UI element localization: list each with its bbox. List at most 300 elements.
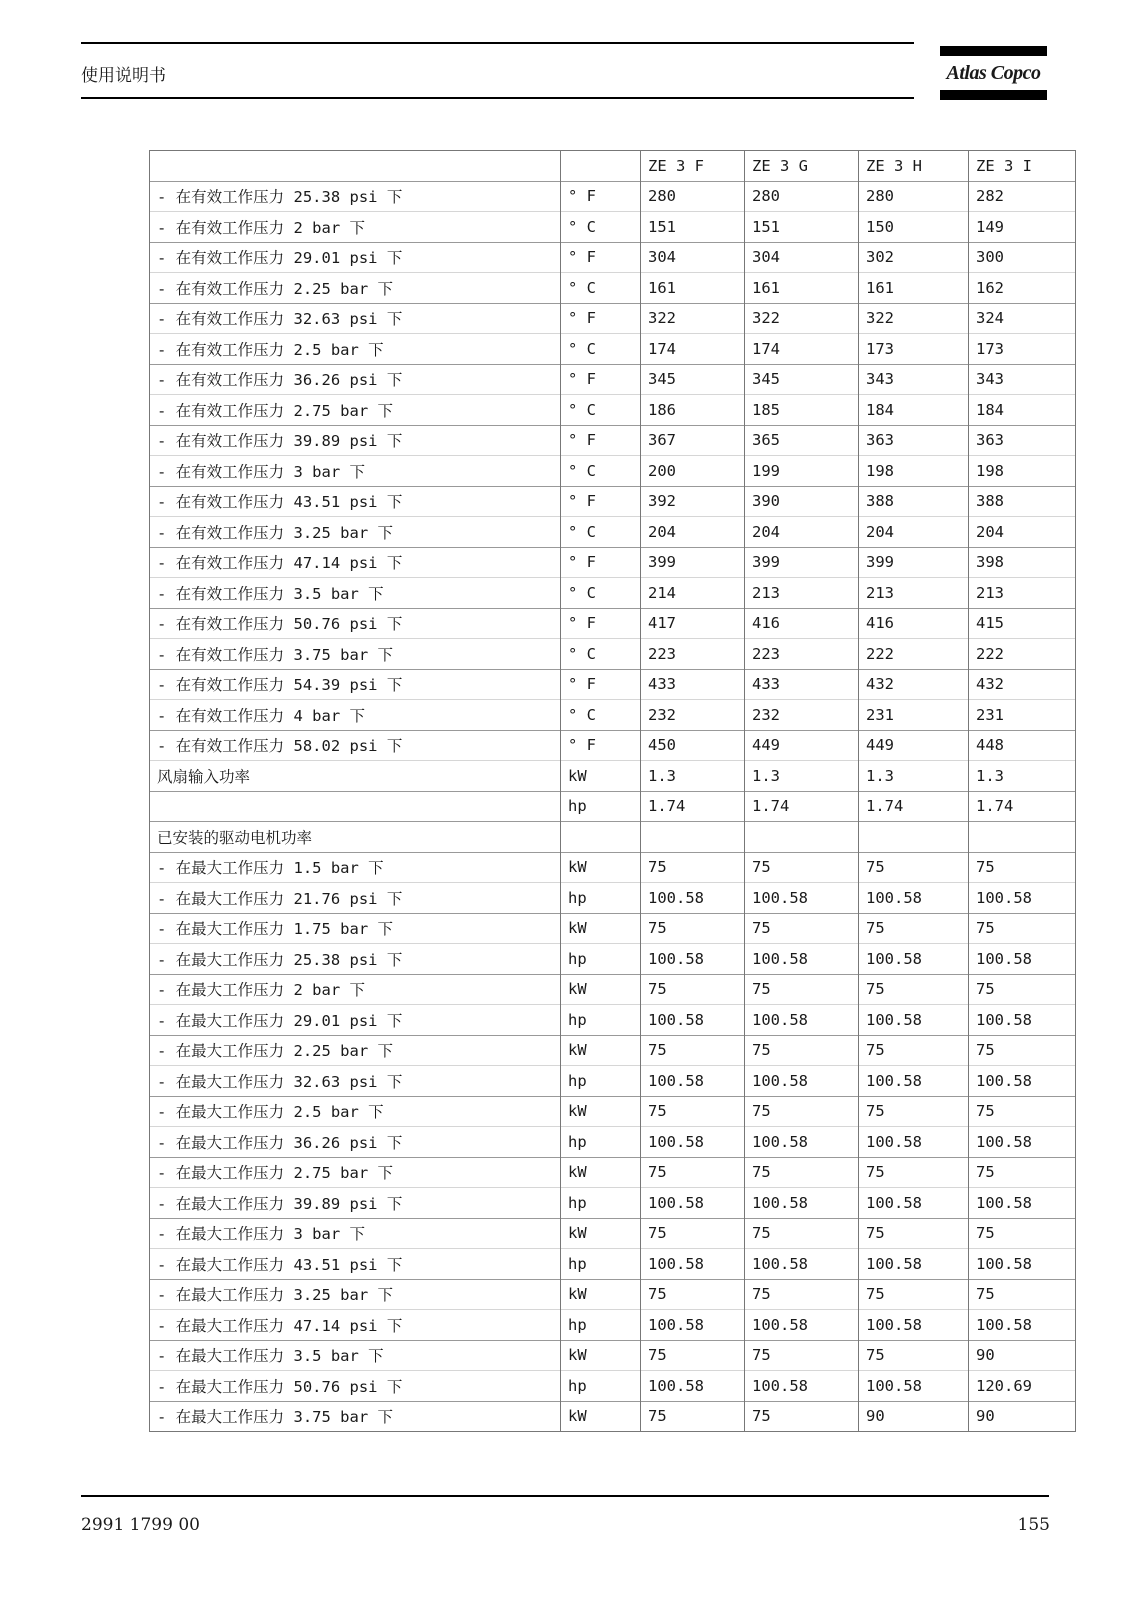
row-label: - 在最大工作压力 29.01 psi 下 [150, 1005, 561, 1036]
table-row [150, 669, 1076, 700]
value-cell-ze3h: 322 [859, 303, 969, 334]
value-cell-ze3h: 100.58 [859, 1249, 969, 1280]
value-cell-ze3f: 1.3 [641, 761, 745, 792]
value-cell-ze3i: 90 [969, 1340, 1076, 1371]
value-cell-ze3h: 100.58 [859, 883, 969, 914]
value-cell-ze3f: 75 [641, 1218, 745, 1249]
row-label: - 在有效工作压力 2.25 bar 下 [150, 273, 561, 304]
value-cell-ze3h: 363 [859, 425, 969, 456]
value-cell-ze3i: 204 [969, 517, 1076, 548]
value-cell-ze3f [641, 822, 745, 853]
table-row [150, 425, 1076, 456]
value-cell-ze3g: 75 [745, 1279, 859, 1310]
value-cell-ze3g: 100.58 [745, 1371, 859, 1402]
value-cell-ze3f: 100.58 [641, 944, 745, 975]
value-cell-ze3h: 100.58 [859, 1127, 969, 1158]
value-cell-ze3h: 75 [859, 974, 969, 1005]
table-row [150, 1035, 1076, 1066]
spec-table [149, 150, 1076, 1432]
row-unit: ° C [561, 395, 641, 426]
table-row [150, 273, 1076, 304]
value-cell-ze3g: 185 [745, 395, 859, 426]
row-label: - 在有效工作压力 50.76 psi 下 [150, 608, 561, 639]
row-label: - 在有效工作压力 4 bar 下 [150, 700, 561, 731]
row-unit: hp [561, 1188, 641, 1219]
table-row [150, 1066, 1076, 1097]
value-cell-ze3g: 75 [745, 974, 859, 1005]
row-label: - 在有效工作压力 2.75 bar 下 [150, 395, 561, 426]
row-unit: ° F [561, 364, 641, 395]
value-cell-ze3i: 100.58 [969, 1005, 1076, 1036]
row-unit: kW [561, 852, 641, 883]
atlas-copco-logo [940, 46, 1047, 102]
value-cell-ze3h: 100.58 [859, 944, 969, 975]
value-cell-ze3i: 75 [969, 913, 1076, 944]
table-row [150, 639, 1076, 670]
value-cell-ze3f: 100.58 [641, 1188, 745, 1219]
value-cell-ze3g: 100.58 [745, 1005, 859, 1036]
table-row [150, 1310, 1076, 1341]
value-cell-ze3h: 184 [859, 395, 969, 426]
row-unit: kW [561, 1279, 641, 1310]
row-unit: ° F [561, 181, 641, 212]
row-label: - 在最大工作压力 21.76 psi 下 [150, 883, 561, 914]
row-label: - 在有效工作压力 47.14 psi 下 [150, 547, 561, 578]
value-cell-ze3g: 322 [745, 303, 859, 334]
value-cell-ze3i: 300 [969, 242, 1076, 273]
row-label: - 在有效工作压力 3.5 bar 下 [150, 578, 561, 609]
value-cell-ze3g: 1.74 [745, 791, 859, 822]
value-cell-ze3g: 100.58 [745, 1310, 859, 1341]
table-row [150, 456, 1076, 487]
table-row [150, 181, 1076, 212]
row-label: - 在最大工作压力 3.25 bar 下 [150, 1279, 561, 1310]
row-label: - 在最大工作压力 3.75 bar 下 [150, 1401, 561, 1432]
row-label: - 在有效工作压力 54.39 psi 下 [150, 669, 561, 700]
value-cell-ze3f: 450 [641, 730, 745, 761]
value-cell-ze3f: 1.74 [641, 791, 745, 822]
row-unit: ° F [561, 608, 641, 639]
value-cell-ze3g: 232 [745, 700, 859, 731]
row-unit: ° C [561, 456, 641, 487]
table-row [150, 334, 1076, 365]
value-cell-ze3i: 75 [969, 1035, 1076, 1066]
logo-bar-top [940, 46, 1047, 56]
header-cell-label [150, 151, 561, 182]
value-cell-ze3i: 90 [969, 1401, 1076, 1432]
value-cell-ze3g: 100.58 [745, 883, 859, 914]
row-label: - 在最大工作压力 1.5 bar 下 [150, 852, 561, 883]
row-unit: hp [561, 1249, 641, 1280]
value-cell-ze3h: 100.58 [859, 1371, 969, 1402]
row-label: - 在有效工作压力 3.75 bar 下 [150, 639, 561, 670]
row-label: - 在有效工作压力 32.63 psi 下 [150, 303, 561, 334]
value-cell-ze3h: 100.58 [859, 1188, 969, 1219]
table-row [150, 883, 1076, 914]
value-cell-ze3f: 399 [641, 547, 745, 578]
footer-rule [81, 1495, 1049, 1497]
row-label: - 在最大工作压力 2 bar 下 [150, 974, 561, 1005]
value-cell-ze3h: 90 [859, 1401, 969, 1432]
header-rule-bottom [81, 97, 914, 99]
value-cell-ze3h: 75 [859, 1279, 969, 1310]
value-cell-ze3i: 75 [969, 974, 1076, 1005]
table-row [150, 1279, 1076, 1310]
header-cell-ze3i: ZE 3 I [969, 151, 1076, 182]
value-cell-ze3h: 204 [859, 517, 969, 548]
row-label: - 在最大工作压力 39.89 psi 下 [150, 1188, 561, 1219]
table-header-row [150, 151, 1076, 182]
table-row [150, 364, 1076, 395]
value-cell-ze3h: 280 [859, 181, 969, 212]
value-cell-ze3i: 363 [969, 425, 1076, 456]
value-cell-ze3i: 100.58 [969, 1066, 1076, 1097]
value-cell-ze3f: 100.58 [641, 1127, 745, 1158]
value-cell-ze3f: 75 [641, 1096, 745, 1127]
row-unit: hp [561, 944, 641, 975]
row-label: - 在有效工作压力 2 bar 下 [150, 212, 561, 243]
value-cell-ze3g: 416 [745, 608, 859, 639]
value-cell-ze3g: 75 [745, 1096, 859, 1127]
table-row [150, 578, 1076, 609]
value-cell-ze3f: 174 [641, 334, 745, 365]
value-cell-ze3g: 100.58 [745, 944, 859, 975]
header-cell-ze3g: ZE 3 G [745, 151, 859, 182]
value-cell-ze3g: 280 [745, 181, 859, 212]
row-unit: kW [561, 1401, 641, 1432]
row-unit: hp [561, 883, 641, 914]
value-cell-ze3g: 75 [745, 1035, 859, 1066]
row-label: - 在有效工作压力 3 bar 下 [150, 456, 561, 487]
value-cell-ze3h: 75 [859, 913, 969, 944]
table-row [150, 1157, 1076, 1188]
row-unit [561, 822, 641, 853]
row-unit: ° C [561, 700, 641, 731]
value-cell-ze3f: 345 [641, 364, 745, 395]
row-label: - 在最大工作压力 25.38 psi 下 [150, 944, 561, 975]
table-row [150, 944, 1076, 975]
value-cell-ze3h: 75 [859, 1218, 969, 1249]
row-unit: hp [561, 1127, 641, 1158]
value-cell-ze3i: 398 [969, 547, 1076, 578]
value-cell-ze3h: 75 [859, 1035, 969, 1066]
value-cell-ze3h: 100.58 [859, 1066, 969, 1097]
row-label: - 在有效工作压力 29.01 psi 下 [150, 242, 561, 273]
table-row [150, 791, 1076, 822]
table-row [150, 1188, 1076, 1219]
row-label: - 在最大工作压力 3 bar 下 [150, 1218, 561, 1249]
table-row [150, 700, 1076, 731]
row-unit: ° C [561, 517, 641, 548]
value-cell-ze3h: 173 [859, 334, 969, 365]
value-cell-ze3i: 120.69 [969, 1371, 1076, 1402]
row-label: - 在最大工作压力 47.14 psi 下 [150, 1310, 561, 1341]
value-cell-ze3g: 1.3 [745, 761, 859, 792]
table-row [150, 1127, 1076, 1158]
row-unit: kW [561, 1035, 641, 1066]
value-cell-ze3g: 304 [745, 242, 859, 273]
row-unit: hp [561, 791, 641, 822]
value-cell-ze3g: 75 [745, 1218, 859, 1249]
value-cell-ze3f: 75 [641, 1279, 745, 1310]
value-cell-ze3h: 1.3 [859, 761, 969, 792]
value-cell-ze3i: 100.58 [969, 1249, 1076, 1280]
value-cell-ze3f: 100.58 [641, 1249, 745, 1280]
row-unit: ° F [561, 303, 641, 334]
value-cell-ze3i: 343 [969, 364, 1076, 395]
value-cell-ze3f: 100.58 [641, 1005, 745, 1036]
value-cell-ze3h: 222 [859, 639, 969, 670]
table-row [150, 822, 1076, 853]
value-cell-ze3i: 198 [969, 456, 1076, 487]
value-cell-ze3i: 75 [969, 1279, 1076, 1310]
value-cell-ze3g: 100.58 [745, 1249, 859, 1280]
row-label: - 在最大工作压力 50.76 psi 下 [150, 1371, 561, 1402]
value-cell-ze3g: 151 [745, 212, 859, 243]
value-cell-ze3h: 449 [859, 730, 969, 761]
value-cell-ze3f: 322 [641, 303, 745, 334]
value-cell-ze3f: 204 [641, 517, 745, 548]
value-cell-ze3g: 433 [745, 669, 859, 700]
value-cell-ze3i: 75 [969, 1096, 1076, 1127]
value-cell-ze3h: 75 [859, 1096, 969, 1127]
row-label: - 在最大工作压力 43.51 psi 下 [150, 1249, 561, 1280]
value-cell-ze3f: 75 [641, 913, 745, 944]
row-unit: hp [561, 1005, 641, 1036]
document-number: 2991 1799 00 [81, 1515, 200, 1535]
value-cell-ze3f: 100.58 [641, 1371, 745, 1402]
row-label: - 在最大工作压力 3.5 bar 下 [150, 1340, 561, 1371]
table-row [150, 1401, 1076, 1432]
row-unit: kW [561, 1340, 641, 1371]
value-cell-ze3f: 200 [641, 456, 745, 487]
value-cell-ze3h: 343 [859, 364, 969, 395]
row-unit: ° F [561, 486, 641, 517]
table-row [150, 730, 1076, 761]
value-cell-ze3h: 399 [859, 547, 969, 578]
value-cell-ze3i: 448 [969, 730, 1076, 761]
value-cell-ze3h: 302 [859, 242, 969, 273]
value-cell-ze3i: 149 [969, 212, 1076, 243]
value-cell-ze3f: 75 [641, 974, 745, 1005]
value-cell-ze3g: 75 [745, 1340, 859, 1371]
row-unit: ° C [561, 639, 641, 670]
row-unit: ° F [561, 730, 641, 761]
value-cell-ze3i: 100.58 [969, 944, 1076, 975]
value-cell-ze3h: 75 [859, 1157, 969, 1188]
table-row [150, 486, 1076, 517]
value-cell-ze3h: 75 [859, 852, 969, 883]
value-cell-ze3f: 280 [641, 181, 745, 212]
table-row [150, 1218, 1076, 1249]
table-row [150, 852, 1076, 883]
value-cell-ze3i: 75 [969, 852, 1076, 883]
table-row [150, 242, 1076, 273]
value-cell-ze3f: 186 [641, 395, 745, 426]
row-unit: hp [561, 1066, 641, 1097]
page-number: 155 [1017, 1515, 1050, 1535]
value-cell-ze3i: 1.3 [969, 761, 1076, 792]
header-cell-ze3f: ZE 3 F [641, 151, 745, 182]
table-row [150, 1096, 1076, 1127]
value-cell-ze3i: 213 [969, 578, 1076, 609]
table-row [150, 395, 1076, 426]
document-title: 使用说明书 [81, 66, 166, 86]
row-unit: ° C [561, 578, 641, 609]
value-cell-ze3i: 100.58 [969, 1127, 1076, 1158]
row-label: - 在有效工作压力 3.25 bar 下 [150, 517, 561, 548]
value-cell-ze3f: 223 [641, 639, 745, 670]
row-label: - 在有效工作压力 36.26 psi 下 [150, 364, 561, 395]
row-label [150, 791, 561, 822]
row-label: - 在有效工作压力 25.38 psi 下 [150, 181, 561, 212]
value-cell-ze3g: 100.58 [745, 1188, 859, 1219]
value-cell-ze3h: 1.74 [859, 791, 969, 822]
row-label: - 在最大工作压力 2.25 bar 下 [150, 1035, 561, 1066]
value-cell-ze3f: 75 [641, 1401, 745, 1432]
value-cell-ze3i: 415 [969, 608, 1076, 639]
value-cell-ze3h: 100.58 [859, 1005, 969, 1036]
value-cell-ze3g: 449 [745, 730, 859, 761]
value-cell-ze3f: 75 [641, 1157, 745, 1188]
value-cell-ze3i: 231 [969, 700, 1076, 731]
table-row [150, 1005, 1076, 1036]
row-label: - 在最大工作压力 2.5 bar 下 [150, 1096, 561, 1127]
row-unit: kW [561, 761, 641, 792]
header-cell-unit [561, 151, 641, 182]
value-cell-ze3i: 388 [969, 486, 1076, 517]
row-label: - 在最大工作压力 2.75 bar 下 [150, 1157, 561, 1188]
value-cell-ze3h: 213 [859, 578, 969, 609]
value-cell-ze3f: 161 [641, 273, 745, 304]
value-cell-ze3h: 198 [859, 456, 969, 487]
row-label: 已安装的驱动电机功率 [150, 822, 561, 853]
value-cell-ze3h: 161 [859, 273, 969, 304]
row-unit: kW [561, 1218, 641, 1249]
value-cell-ze3g: 223 [745, 639, 859, 670]
value-cell-ze3i: 100.58 [969, 1310, 1076, 1341]
table-row [150, 761, 1076, 792]
header-cell-ze3h: ZE 3 H [859, 151, 969, 182]
table-row [150, 608, 1076, 639]
value-cell-ze3i [969, 822, 1076, 853]
value-cell-ze3f: 367 [641, 425, 745, 456]
row-unit: hp [561, 1371, 641, 1402]
value-cell-ze3i: 173 [969, 334, 1076, 365]
row-unit: hp [561, 1310, 641, 1341]
header-rule-top [81, 42, 914, 44]
value-cell-ze3f: 392 [641, 486, 745, 517]
value-cell-ze3f: 433 [641, 669, 745, 700]
table-row [150, 517, 1076, 548]
row-unit: kW [561, 1096, 641, 1127]
value-cell-ze3h: 75 [859, 1340, 969, 1371]
value-cell-ze3g: 365 [745, 425, 859, 456]
table-row [150, 547, 1076, 578]
row-label: 风扇输入功率 [150, 761, 561, 792]
row-unit: ° F [561, 425, 641, 456]
value-cell-ze3g: 199 [745, 456, 859, 487]
value-cell-ze3g: 161 [745, 273, 859, 304]
row-unit: ° C [561, 334, 641, 365]
value-cell-ze3g: 75 [745, 1157, 859, 1188]
row-unit: kW [561, 1157, 641, 1188]
value-cell-ze3g: 75 [745, 852, 859, 883]
table-row [150, 1340, 1076, 1371]
value-cell-ze3i: 100.58 [969, 1188, 1076, 1219]
value-cell-ze3h: 100.58 [859, 1310, 969, 1341]
value-cell-ze3g: 204 [745, 517, 859, 548]
value-cell-ze3h [859, 822, 969, 853]
value-cell-ze3i: 432 [969, 669, 1076, 700]
value-cell-ze3f: 214 [641, 578, 745, 609]
row-label: - 在最大工作压力 1.75 bar 下 [150, 913, 561, 944]
value-cell-ze3h: 416 [859, 608, 969, 639]
table-row [150, 913, 1076, 944]
value-cell-ze3g: 100.58 [745, 1066, 859, 1097]
value-cell-ze3i: 222 [969, 639, 1076, 670]
table-row [150, 303, 1076, 334]
value-cell-ze3h: 432 [859, 669, 969, 700]
table-row [150, 212, 1076, 243]
logo-bar-bottom [940, 90, 1047, 100]
value-cell-ze3g: 75 [745, 1401, 859, 1432]
value-cell-ze3i: 75 [969, 1218, 1076, 1249]
value-cell-ze3f: 100.58 [641, 1066, 745, 1097]
value-cell-ze3g: 100.58 [745, 1127, 859, 1158]
spec-table-body [150, 151, 1076, 1432]
value-cell-ze3i: 282 [969, 181, 1076, 212]
value-cell-ze3g: 390 [745, 486, 859, 517]
row-unit: kW [561, 913, 641, 944]
row-unit: ° F [561, 242, 641, 273]
row-unit: ° F [561, 669, 641, 700]
value-cell-ze3i: 162 [969, 273, 1076, 304]
value-cell-ze3h: 231 [859, 700, 969, 731]
row-label: - 在有效工作压力 58.02 psi 下 [150, 730, 561, 761]
value-cell-ze3g: 399 [745, 547, 859, 578]
value-cell-ze3i: 100.58 [969, 883, 1076, 914]
value-cell-ze3i: 324 [969, 303, 1076, 334]
value-cell-ze3f: 151 [641, 212, 745, 243]
value-cell-ze3g: 213 [745, 578, 859, 609]
table-row [150, 1371, 1076, 1402]
value-cell-ze3g [745, 822, 859, 853]
value-cell-ze3f: 417 [641, 608, 745, 639]
value-cell-ze3g: 174 [745, 334, 859, 365]
row-label: - 在最大工作压力 32.63 psi 下 [150, 1066, 561, 1097]
value-cell-ze3h: 388 [859, 486, 969, 517]
value-cell-ze3f: 100.58 [641, 883, 745, 914]
value-cell-ze3g: 345 [745, 364, 859, 395]
row-unit: ° C [561, 273, 641, 304]
value-cell-ze3i: 1.74 [969, 791, 1076, 822]
value-cell-ze3g: 75 [745, 913, 859, 944]
row-label: - 在有效工作压力 43.51 psi 下 [150, 486, 561, 517]
value-cell-ze3f: 232 [641, 700, 745, 731]
row-unit: ° F [561, 547, 641, 578]
value-cell-ze3i: 75 [969, 1157, 1076, 1188]
table-row [150, 974, 1076, 1005]
value-cell-ze3f: 75 [641, 852, 745, 883]
value-cell-ze3f: 100.58 [641, 1310, 745, 1341]
value-cell-ze3i: 184 [969, 395, 1076, 426]
value-cell-ze3h: 150 [859, 212, 969, 243]
logo-text: Atlas Copco [946, 62, 1041, 84]
value-cell-ze3f: 75 [641, 1035, 745, 1066]
row-label: - 在有效工作压力 39.89 psi 下 [150, 425, 561, 456]
row-label: - 在最大工作压力 36.26 psi 下 [150, 1127, 561, 1158]
